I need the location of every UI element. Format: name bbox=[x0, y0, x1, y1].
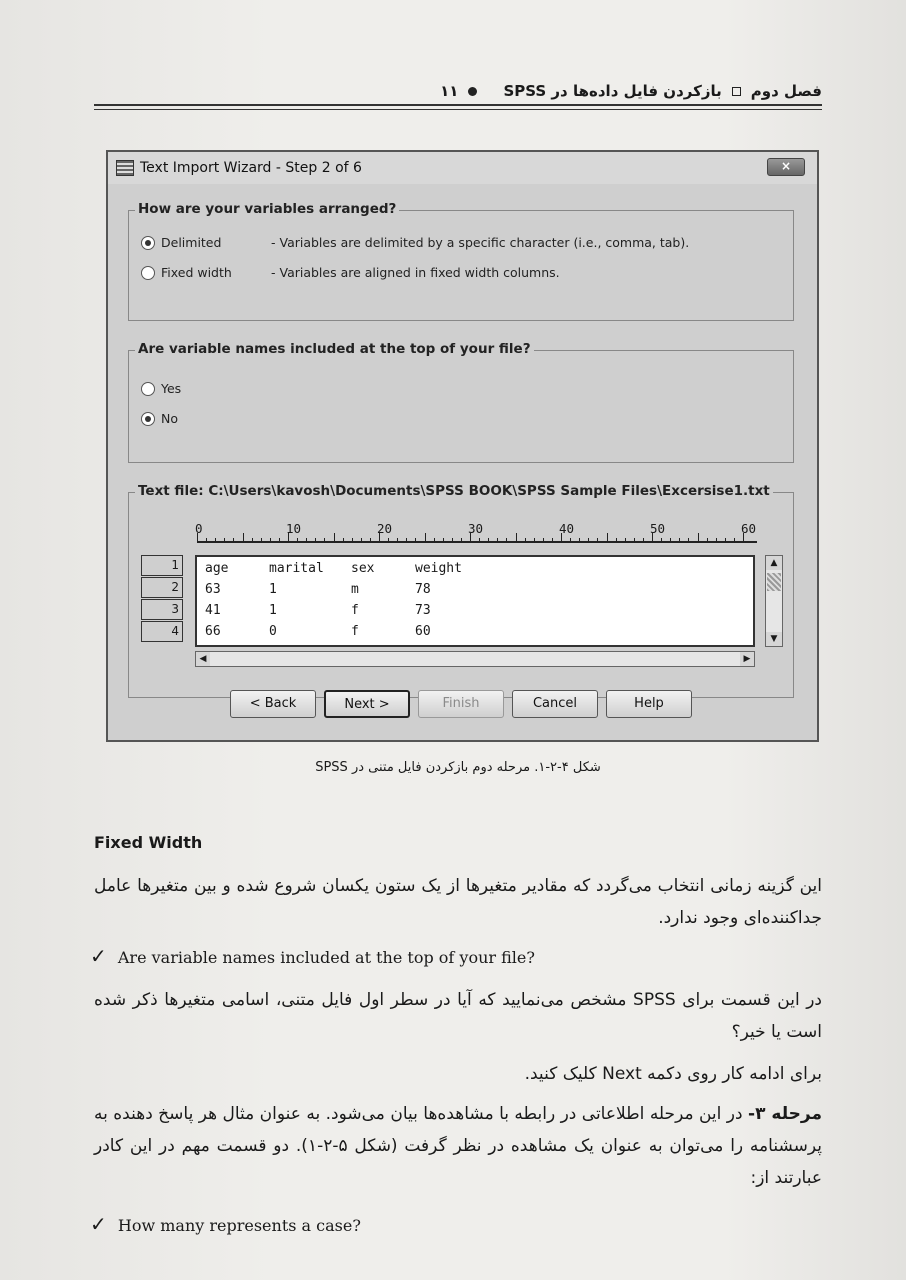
ruler-tick bbox=[261, 538, 262, 543]
ruler-label: 10 bbox=[286, 521, 302, 536]
variable-names-legend: Are variable names included at the top of your file? bbox=[135, 341, 534, 357]
ruler-tick bbox=[679, 538, 680, 543]
ruler-tick bbox=[252, 538, 253, 543]
page-header bbox=[94, 80, 822, 102]
square-bullet-icon bbox=[732, 87, 741, 96]
back-button[interactable]: < Back bbox=[230, 690, 316, 718]
preview-cell: weight bbox=[415, 561, 462, 576]
text-import-wizard-dialog bbox=[106, 150, 819, 742]
preview-cell: 73 bbox=[415, 603, 431, 618]
horizontal-scrollbar[interactable] bbox=[195, 651, 755, 667]
ruler-tick bbox=[306, 538, 307, 543]
ruler-label: 30 bbox=[468, 521, 484, 536]
ruler-label: 0 bbox=[195, 521, 203, 536]
delimited-description: - Variables are delimited by a specific character (i.e., comma, tab). bbox=[271, 235, 690, 250]
text-file-legend: Text file: C:\Users\kavosh\Documents\SPSS BOOK\SPSS Sample Files\Excersise1.txt bbox=[135, 483, 773, 499]
header-rule bbox=[94, 104, 822, 106]
preview-cell: 63 bbox=[205, 582, 221, 597]
preview-cell: marital bbox=[269, 561, 324, 576]
preview-cell: f bbox=[351, 603, 359, 618]
ruler-tick bbox=[461, 538, 462, 543]
preview-cell: m bbox=[351, 582, 359, 597]
ruler-tick bbox=[488, 538, 489, 543]
ruler-label: 50 bbox=[650, 521, 666, 536]
ruler-tick bbox=[725, 538, 726, 543]
file-preview-grid[interactable] bbox=[195, 555, 755, 647]
ruler-tick bbox=[370, 538, 371, 543]
row-number: 3 bbox=[141, 599, 183, 620]
chapter-title: بازکردن فایل داده‌ها در SPSS bbox=[503, 82, 722, 100]
preview-cell: 60 bbox=[415, 624, 431, 639]
paragraph-next: برای ادامه کار روی دکمه Next کلیک کنید. bbox=[524, 1064, 822, 1084]
ruler-label: 60 bbox=[741, 521, 757, 536]
ruler-tick bbox=[388, 538, 389, 543]
preview-cell: 1 bbox=[269, 603, 277, 618]
ruler-tick bbox=[315, 538, 316, 543]
row-number: 2 bbox=[141, 577, 183, 598]
ruler-tick bbox=[334, 533, 335, 543]
ruler-tick bbox=[206, 538, 207, 543]
ruler-tick bbox=[688, 538, 689, 543]
ruler-tick bbox=[352, 538, 353, 543]
checkmark-icon: ✓ bbox=[90, 1212, 107, 1236]
wizard-app-icon bbox=[116, 160, 134, 176]
next-button[interactable]: Next > bbox=[324, 690, 410, 718]
dot-bullet-icon bbox=[468, 87, 477, 96]
checklist-text: How many represents a case? bbox=[117, 1216, 361, 1235]
arrangement-legend: How are your variables arranged? bbox=[135, 201, 399, 217]
no-radio[interactable] bbox=[141, 412, 155, 426]
ruler-tick bbox=[579, 538, 580, 543]
ruler-label: 20 bbox=[377, 521, 393, 536]
ruler-tick bbox=[243, 533, 244, 543]
ruler-tick bbox=[279, 538, 280, 543]
column-ruler bbox=[197, 521, 757, 547]
ruler-tick bbox=[425, 533, 426, 543]
ruler-tick bbox=[361, 538, 362, 543]
checklist-item bbox=[90, 1212, 361, 1236]
ruler-tick bbox=[597, 538, 598, 543]
ruler-tick bbox=[525, 538, 526, 543]
scroll-up-icon[interactable]: ▲ bbox=[766, 556, 782, 570]
yes-radio[interactable] bbox=[141, 382, 155, 396]
close-button[interactable]: × bbox=[767, 158, 805, 176]
checkmark-icon: ✓ bbox=[90, 944, 107, 968]
section-heading: Fixed Width bbox=[94, 833, 203, 852]
figure-caption: شکل ۴-۲-۱. مرحله دوم بازکردن فایل متنی در SPSS bbox=[315, 760, 601, 775]
checklist-item bbox=[90, 944, 535, 968]
fixed-width-label: Fixed width bbox=[161, 265, 232, 280]
ruler-tick bbox=[215, 538, 216, 543]
ruler-tick bbox=[570, 538, 571, 543]
paragraph-variable-names: در این قسمت برای SPSS مشخص می‌نمایید که آیا در سطر اول فایل متنی، اسامی متغیرها ذکر شده است یا خیر؟ bbox=[94, 990, 822, 1042]
fixed-width-description: - Variables are aligned in fixed width columns. bbox=[271, 265, 560, 280]
ruler-tick bbox=[588, 538, 589, 543]
ruler-tick bbox=[406, 538, 407, 543]
ruler-tick bbox=[643, 538, 644, 543]
row-number-column bbox=[141, 555, 183, 643]
chapter-label: فصل دوم bbox=[750, 82, 822, 100]
preview-cell: sex bbox=[351, 561, 375, 576]
vertical-scrollbar[interactable] bbox=[765, 555, 783, 647]
preview-cell: 66 bbox=[205, 624, 221, 639]
fixed-width-radio[interactable] bbox=[141, 266, 155, 280]
ruler-tick bbox=[625, 538, 626, 543]
ruler-tick bbox=[506, 538, 507, 543]
ruler-tick bbox=[716, 538, 717, 543]
ruler-tick bbox=[670, 538, 671, 543]
scroll-right-icon[interactable]: ▶ bbox=[740, 652, 754, 666]
ruler-tick bbox=[707, 538, 708, 543]
preview-cell: 1 bbox=[269, 582, 277, 597]
ruler-tick bbox=[434, 538, 435, 543]
ruler-tick bbox=[552, 538, 553, 543]
preview-cell: 41 bbox=[205, 603, 221, 618]
ruler-tick bbox=[661, 538, 662, 543]
arrangement-group bbox=[128, 201, 794, 321]
ruler-tick bbox=[543, 538, 544, 543]
ruler-tick bbox=[516, 533, 517, 543]
yes-label: Yes bbox=[161, 381, 182, 396]
header-rule-thin bbox=[94, 109, 822, 110]
checklist-text: Are variable names included at the top of your file? bbox=[117, 948, 535, 967]
ruler-tick bbox=[415, 538, 416, 543]
ruler-tick bbox=[297, 538, 298, 543]
scroll-down-icon[interactable]: ▼ bbox=[766, 632, 782, 646]
ruler-tick bbox=[497, 538, 498, 543]
ruler-tick bbox=[734, 538, 735, 543]
ruler-tick bbox=[443, 538, 444, 543]
cancel-button[interactable]: Cancel bbox=[512, 690, 598, 718]
help-button[interactable]: Help bbox=[606, 690, 692, 718]
delimited-option[interactable] bbox=[141, 235, 689, 250]
ruler-tick bbox=[634, 538, 635, 543]
scroll-thumb[interactable] bbox=[767, 573, 781, 591]
preview-cell: age bbox=[205, 561, 229, 576]
row-number: 4 bbox=[141, 621, 183, 642]
ruler-tick bbox=[607, 533, 608, 543]
page-number: ۱۱ bbox=[440, 82, 459, 100]
ruler-tick bbox=[397, 538, 398, 543]
ruler-tick bbox=[479, 538, 480, 543]
no-label: No bbox=[161, 411, 178, 426]
ruler-tick bbox=[224, 538, 225, 543]
ruler-tick bbox=[343, 538, 344, 543]
dialog-title: Text Import Wizard - Step 2 of 6 bbox=[140, 160, 362, 176]
dialog-titlebar bbox=[108, 152, 817, 184]
ruler-tick bbox=[452, 538, 453, 543]
ruler-tick bbox=[616, 538, 617, 543]
ruler-tick bbox=[233, 538, 234, 543]
step3-text: در این مرحله اطلاعاتی در رابطه با مشاهده‌ها بیان می‌شود. به عنوان مثال هر پاسخ دهنده به پرسشنامه را می‌توان به عنوان یک مشاهده در نظر گرفت (شکل ۵-۲-۱). دو قسمت مهم در این کادر عبارتند از: bbox=[94, 1104, 822, 1188]
scroll-left-icon[interactable]: ◀ bbox=[196, 652, 210, 666]
delimited-radio[interactable] bbox=[141, 236, 155, 250]
ruler-tick bbox=[324, 538, 325, 543]
finish-button[interactable]: Finish bbox=[418, 690, 504, 718]
delimited-label: Delimited bbox=[161, 235, 222, 250]
text-file-group bbox=[128, 483, 794, 698]
step3-label: مرحله ۳- bbox=[748, 1104, 822, 1124]
ruler-label: 40 bbox=[559, 521, 575, 536]
ruler-tick bbox=[534, 538, 535, 543]
paragraph-step3 bbox=[94, 1098, 822, 1194]
row-number: 1 bbox=[141, 555, 183, 576]
ruler-tick bbox=[698, 533, 699, 543]
preview-cell: 0 bbox=[269, 624, 277, 639]
no-option[interactable] bbox=[141, 411, 271, 426]
fixed-width-option[interactable] bbox=[141, 265, 560, 280]
preview-cell: 78 bbox=[415, 582, 431, 597]
preview-cell: f bbox=[351, 624, 359, 639]
variable-names-group bbox=[128, 341, 794, 463]
yes-option[interactable] bbox=[141, 381, 271, 396]
ruler-tick bbox=[270, 538, 271, 543]
paragraph-fixed-width: این گزینه زمانی انتخاب می‌گردد که مقادیر متغیرها از یک ستون یکسان شروع شده و بین متغیرها عامل جداکننده‌ای وجود ندارد. bbox=[94, 876, 822, 928]
